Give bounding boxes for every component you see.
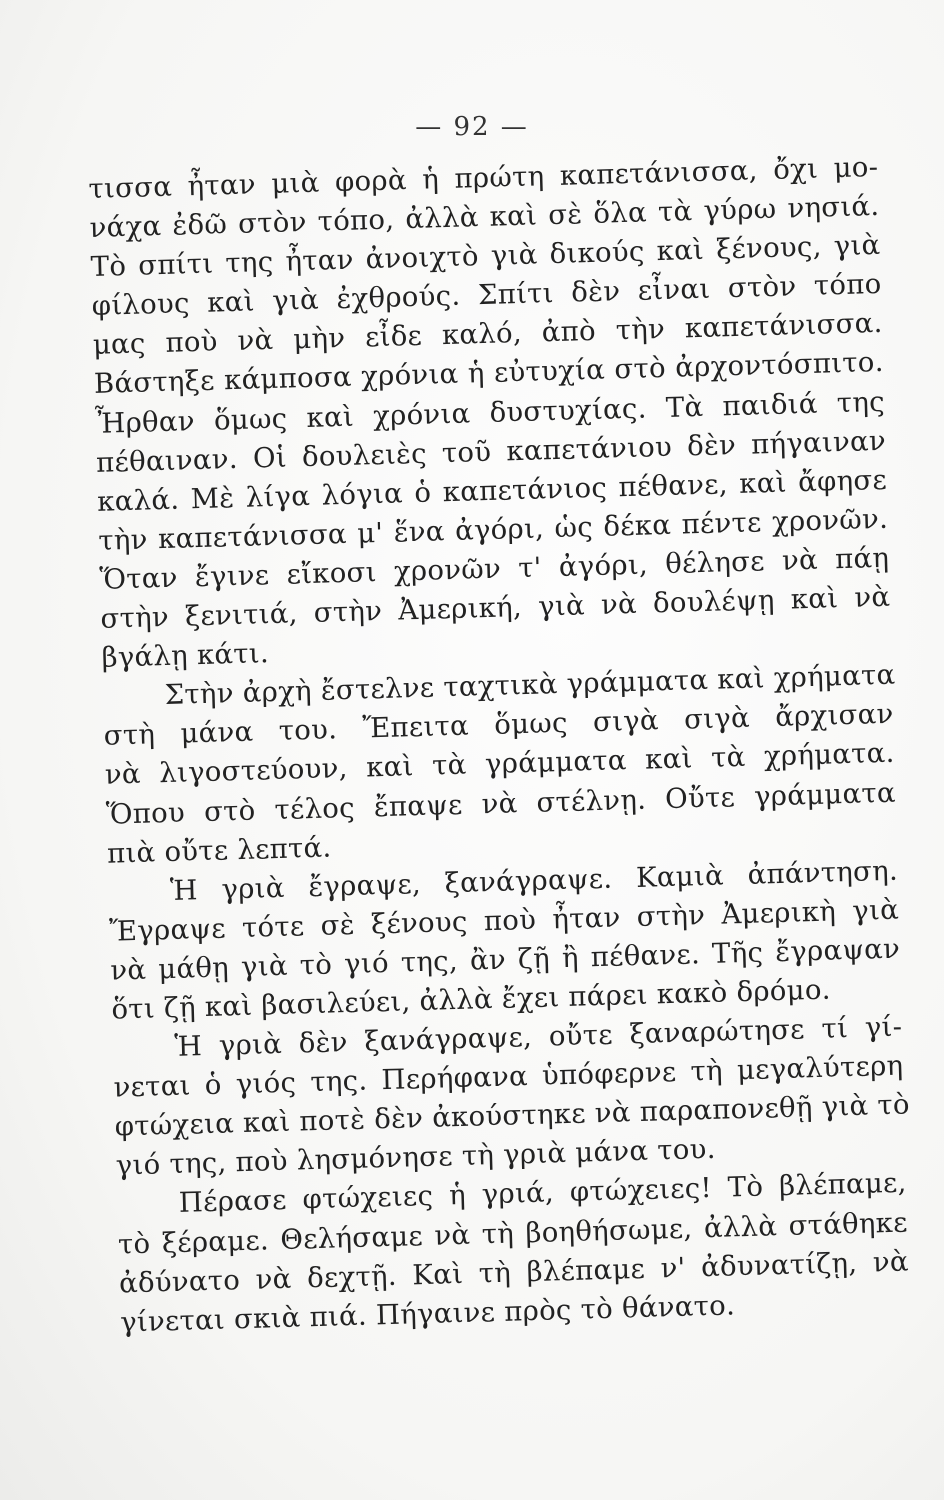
text-line: νάχα ἐδῶ στὸν τόπο, ἀλλὰ καὶ σὲ ὅλα τὰ γύρω νησιά. [89, 190, 880, 245]
text-line: φίλους καὶ γιὰ ἐχθρούς. Σπίτι δὲν εἶναι στὸν τόπο [91, 268, 882, 323]
text-line: καλά. Μὲ λίγα λόγια ὁ καπετάνιος πέθανε, καὶ ἄφησε [96, 463, 888, 518]
text-line: πιὰ οὔτε λεπτά. [106, 831, 332, 870]
text-line: γιό της, ποὺ λησμόνησε τὴ γριὰ μάνα του. [115, 1133, 717, 1182]
text-line: Ἦρθαν ὅμως καὶ χρόνια δυστυχίας. Τὰ παιδιά της [94, 385, 886, 440]
text-line: τισσα ἦταν μιὰ φορὰ ἡ πρώτη καπετάνισσα, ὄχι μο- [88, 150, 879, 205]
text-line: Ἡ γριὰ ἔγραψε, ξανάγραψε. Καμιὰ ἀπάντηση. [169, 854, 899, 907]
body-text [88, 148, 910, 1342]
text-line: Πέρασε φτώχειες ἡ γριά, φτώχειες! Τὸ βλέπαμε, [178, 1166, 908, 1220]
text-line: νὰ λιγοστεύουν, καὶ τὰ γράμματα καὶ τὰ χρήματα. [104, 737, 896, 792]
text-line: στὴν ξενιτιά, στὴν Ἀμερική, γιὰ νὰ δουλέψῃ καὶ νὰ [100, 580, 891, 635]
text-line: πέθαιναν. Οἱ δουλειὲς τοῦ καπετάνιου δὲν πήγαιναν [95, 424, 887, 479]
text-line: Ἔγραψε τότε σὲ ξένους ποὺ ἦταν στὴν Ἀμερικὴ γιὰ [108, 893, 900, 948]
text-line: τὸ ξέραμε. Θελήσαμε νὰ τὴ βοηθήσωμε, ἀλλὰ στάθηκε [117, 1206, 909, 1261]
text-line: Ὅταν ἔγινε εἴκοσι χρονῶν τ' ἀγόρι, θέλησε νὰ πάῃ [98, 541, 890, 596]
text-line: ἀδύνατο νὰ δεχτῇ. Καὶ τὴ βλέπαμε ν' ἀδυνατίζῃ, νὰ [118, 1245, 910, 1300]
text-line: Βάστηξε κάμποσα χρόνια ἡ εὐτυχία στὸ ἀρχοντόσπιτο. [93, 346, 885, 401]
text-line: Ὅπου στὸ τέλος ἔπαψε νὰ στέλνῃ. Οὔτε γράμματα [105, 776, 897, 831]
text-line: νὰ μάθῃ γιὰ τὸ γιό της, ἂν ζῇ ἢ πέθανε. Τῆς ἔγραψαν [109, 932, 901, 987]
text-line: φτώχεια καὶ ποτὲ δὲν ἀκούστηκε νὰ παραπονεθῇ γιὰ τὸ [114, 1088, 911, 1143]
page-number: — 92 — [415, 112, 529, 142]
text-line: τὴν καπετάνισσα μ' ἕνα ἀγόρι, ὡς δέκα πέντε χρονῶν. [97, 502, 889, 557]
text-line: μας ποὺ νὰ μὴν εἶδε καλό, ἀπὸ τὴν καπετάνισσα. [92, 307, 884, 362]
text-line: στὴ μάνα του. Ἔπειτα ὅμως σιγὰ σιγὰ ἄρχισαν [103, 698, 894, 753]
text-line: Στὴν ἀρχὴ ἔστελνε ταχτικὰ γράμματα καὶ χρήματα [164, 658, 896, 712]
text-line: Τὸ σπίτι της ἦταν ἀνοιχτὸ γιὰ δικούς καὶ ξένους, γιὰ [90, 229, 881, 284]
text-line: γίνεται σκιὰ πιά. Πήγαινε πρὸς τὸ θάνατο. [119, 1289, 736, 1339]
text-line: ὅτι ζῇ καὶ βασιλεύει, ἀλλὰ ἔχει πάρει κακὸ δρόμο. [111, 973, 832, 1026]
text-line: Ἡ γριὰ δὲν ξανάγραψε, οὔτε ξαναρώτησε τί γί- [174, 1010, 903, 1063]
text-line: νεται ὁ γιός της. Περήφανα ὑπόφερνε τὴ μεγαλύτερη [113, 1049, 904, 1104]
text-line: βγάλῃ κάτι. [101, 637, 270, 674]
